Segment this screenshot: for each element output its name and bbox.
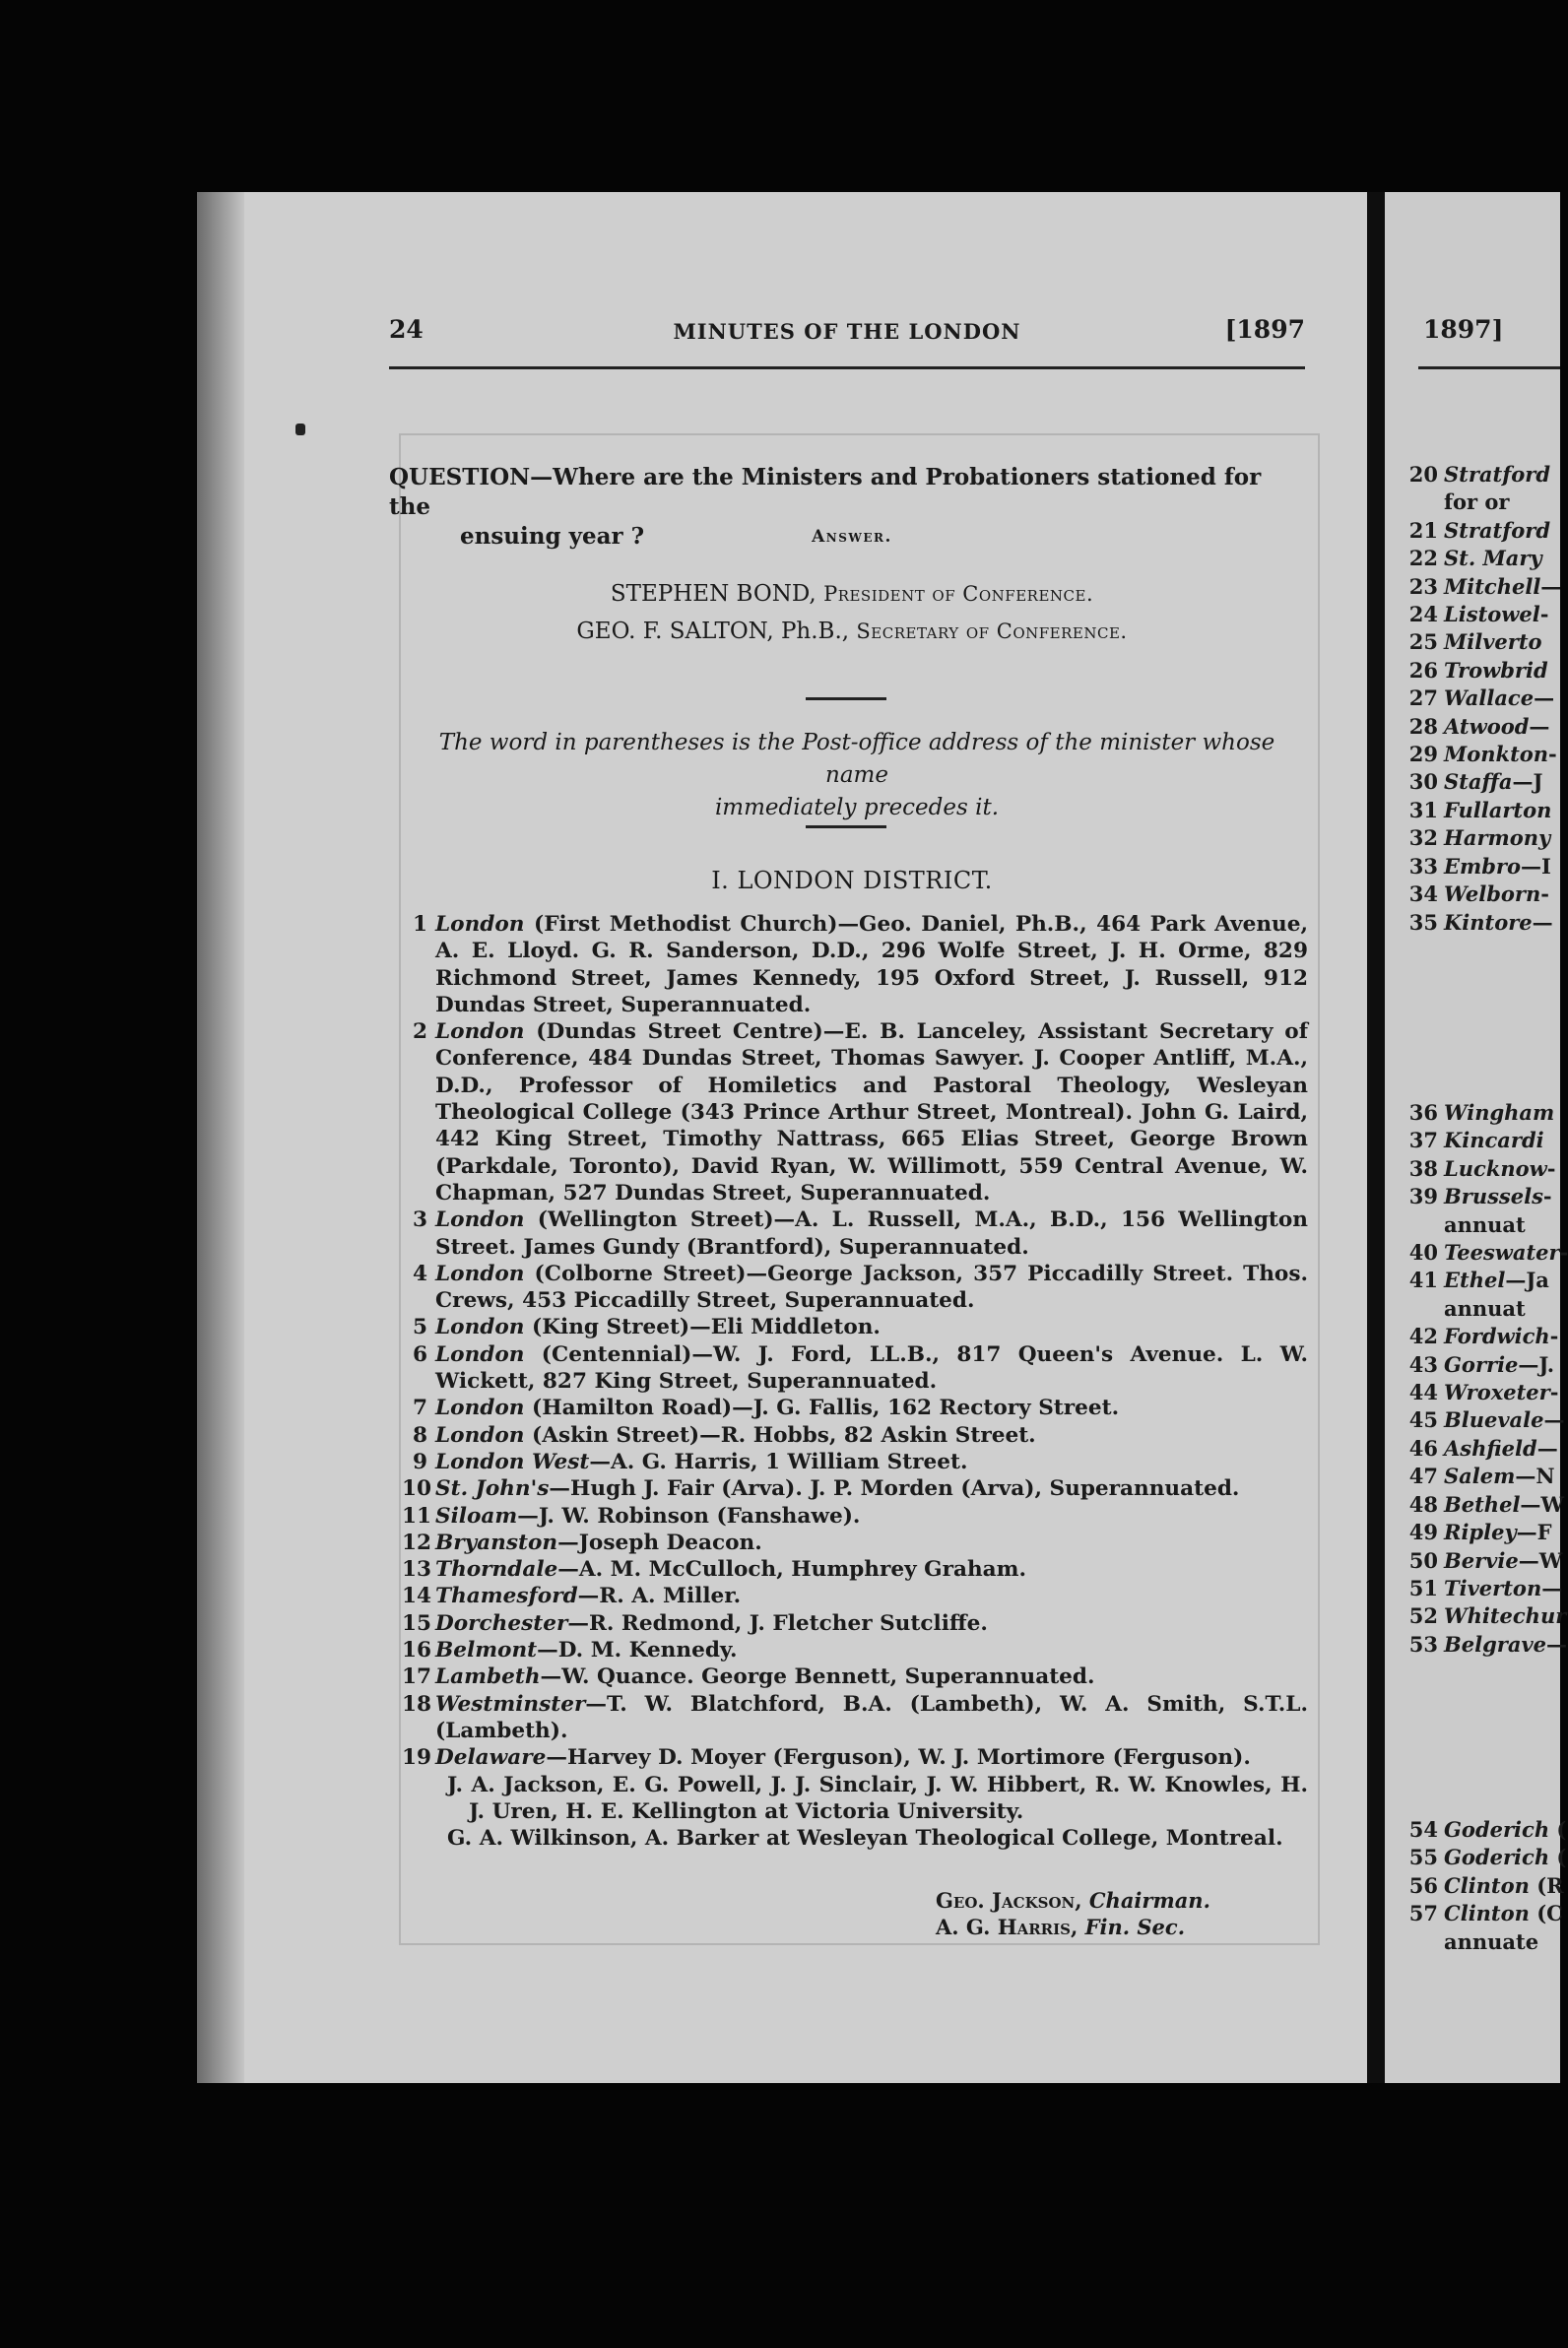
- ink-mark: [295, 424, 305, 435]
- station-entry: [402, 1530, 1308, 1556]
- station-place: Belmont: [435, 1638, 538, 1663]
- president-role: President of Conference.: [823, 582, 1094, 606]
- facing-item-place: Wroxeter: [1444, 1380, 1550, 1405]
- station-ministers: —A. G. Harris, 1 William Street.: [589, 1449, 968, 1474]
- facing-item-rest: -: [1559, 1240, 1568, 1266]
- station-place: Westminster: [435, 1691, 586, 1717]
- station-entry: [402, 1744, 1308, 1771]
- station-number: 2: [412, 1019, 427, 1045]
- facing-item-place: Ethel: [1444, 1268, 1506, 1293]
- facing-item-rest: —N: [1515, 1464, 1555, 1489]
- facing-item-place: Clinton: [1444, 1872, 1530, 1898]
- facing-item-number: 43: [1408, 1351, 1438, 1377]
- facing-list-item: [1397, 1267, 1568, 1294]
- station-ministers: —Joseph Deacon.: [557, 1530, 762, 1555]
- facing-item-rest: -: [1540, 881, 1549, 907]
- station-ministers: (Dundas Street Centre)—E. B. Lanceley, Assistant Secretary of Conference, 484 Dundas Street, Thomas Sawyer. J. Cooper Antliff, M.A., D.D., Professor of Homiletics and Pastoral Theology, Wesleyan Theological College (343 Prince Arthur Street, Montreal). John G. Laird, 442 King Street, Timothy Nattrass, 665 Elias Street, George Brown (Parkdale, Toronto), David Ryan, W. Willimott, 559 Central Avenue, W. Chapman, 527 Dundas Street, Superannuated.: [435, 1019, 1308, 1206]
- facing-item-place: Wallace: [1444, 685, 1535, 711]
- station-number: 18: [402, 1691, 432, 1717]
- station-entry: [402, 1610, 1308, 1637]
- facing-item-number: 40: [1408, 1240, 1438, 1266]
- station-place: St. John's: [435, 1476, 550, 1502]
- book-gutter: [1367, 192, 1385, 2083]
- district-title: I. LONDON DISTRICT.: [711, 867, 993, 894]
- station-entry: [402, 1018, 1308, 1207]
- facing-item-number: 27: [1408, 685, 1438, 711]
- facing-item-place: Trowbrid: [1444, 657, 1548, 683]
- facing-item-number: 42: [1408, 1324, 1438, 1349]
- station-number: 7: [412, 1396, 427, 1421]
- facing-list-item: [1397, 628, 1561, 656]
- station-ministers: —T. W. Blatchford, B.A. (Lambeth), W. A. Smith, S.T.L. (Lambeth).: [435, 1691, 1308, 1743]
- facing-item-rest: -: [1548, 742, 1557, 767]
- station-place: Lambeth: [435, 1664, 541, 1690]
- section-rule-1: [806, 697, 886, 700]
- facing-item-rest: (: [1549, 1845, 1567, 1870]
- facing-list-item: [1397, 657, 1561, 685]
- facing-item-place: Kintore: [1444, 909, 1533, 935]
- facing-item-number: 26: [1408, 657, 1438, 683]
- station-ministers: —Harvey D. Moyer (Ferguson), W. J. Mortimore (Ferguson).: [546, 1745, 1251, 1771]
- facing-list-item: [1397, 1900, 1566, 1927]
- secretary-line: [394, 619, 1310, 644]
- facing-item-number: 47: [1408, 1464, 1438, 1489]
- fin-sec-name: A. G. Harris,: [936, 1915, 1078, 1939]
- facing-item-rest: —Ja: [1505, 1268, 1549, 1293]
- facing-list-item: [1397, 1099, 1568, 1127]
- question-line-1: QUESTION—Where are the Ministers and Probationers stationed for the: [389, 464, 1262, 520]
- facing-item-place: Whitechur: [1444, 1603, 1567, 1629]
- page-binding-edge: [197, 192, 244, 2083]
- station-ministers: —Hugh J. Fair (Arva). J. P. Morden (Arva), Superannuated.: [549, 1476, 1240, 1502]
- facing-list-item: [1397, 601, 1561, 628]
- secretary-name: GEO. F. SALTON, Ph.B.,: [576, 619, 850, 644]
- facing-list-item: [1397, 1351, 1568, 1379]
- president-line: [394, 581, 1310, 607]
- station-ministers: (Hamilton Road)—J. G. Fallis, 162 Rectory Street.: [524, 1396, 1120, 1421]
- station-place: Siloam: [435, 1503, 518, 1529]
- facing-item-place: Ashfield: [1444, 1435, 1537, 1461]
- facing-item-number: 37: [1408, 1128, 1438, 1153]
- facing-item-number: 55: [1408, 1845, 1438, 1870]
- running-header: [389, 315, 1305, 353]
- facing-item-rest: -: [1542, 1184, 1552, 1209]
- facing-list-item: [1397, 824, 1561, 852]
- facing-item-place: Milverto: [1444, 629, 1542, 655]
- station-place: London: [435, 1315, 525, 1340]
- facing-list-item: [1397, 1547, 1568, 1575]
- facing-list-item: [1397, 1816, 1566, 1844]
- note-line-1: The word in parentheses is the Post-office address of the minister whose name: [438, 730, 1275, 788]
- facing-item-place: Gorrie: [1444, 1351, 1519, 1377]
- facing-item-place: Salem: [1444, 1464, 1516, 1489]
- facing-item-place: Atwood: [1444, 713, 1530, 739]
- facing-item-number: 32: [1408, 825, 1438, 851]
- facing-item-number: 56: [1408, 1872, 1438, 1898]
- facing-item-rest: annuate: [1444, 1928, 1539, 1954]
- facing-item-rest: -: [1549, 1324, 1559, 1349]
- page-number: 24: [389, 315, 424, 344]
- station-number: 3: [412, 1207, 427, 1233]
- station-entry: [402, 1261, 1308, 1315]
- station-ministers: (Wellington Street)—A. L. Russell, M.A., B.D., 156 Wellington Street. James Gundy (Brantford), Superannuated.: [435, 1207, 1308, 1260]
- header-rule: [389, 366, 1305, 369]
- facing-item-number: 50: [1408, 1547, 1438, 1573]
- station-ministers: (First Methodist Church)—Geo. Daniel, Ph.B., 464 Park Avenue, A. E. Lloyd. G. R. Sanderson, D.D., 296 Wolfe Street, J. H. Orme, 829 Richmond Street, James Kennedy, 195 Oxford Street, J. Russell, 912 Dundas Street, Superannuated.: [435, 912, 1308, 1017]
- facing-item-number: 30: [1408, 769, 1438, 795]
- station-place: London: [435, 1341, 525, 1367]
- facing-item-number: 34: [1408, 881, 1438, 907]
- header-year: [1897: [1224, 315, 1305, 344]
- station-place: London: [435, 912, 525, 937]
- facing-list-item: [1397, 1211, 1568, 1239]
- facing-item-place: Embro: [1444, 853, 1521, 879]
- facing-item-place: Bluevale: [1444, 1407, 1544, 1433]
- facing-item-rest: (: [1549, 1817, 1567, 1842]
- facing-item-number: 44: [1408, 1380, 1438, 1405]
- facing-list-item: [1397, 1295, 1568, 1323]
- facing-list-item: [1397, 489, 1561, 516]
- facing-item-number: 51: [1408, 1575, 1438, 1600]
- station-number: 5: [412, 1315, 427, 1340]
- facing-list-item: [1397, 713, 1561, 741]
- facing-item-number: 23: [1408, 573, 1438, 599]
- university-students-note: G. A. Wilkinson, A. Barker at Wesleyan Theological College, Montreal.: [447, 1826, 1283, 1852]
- station-number: 17: [402, 1664, 432, 1690]
- station-ministers: —D. M. Kennedy.: [537, 1638, 738, 1663]
- facing-item-rest: —: [1543, 1407, 1565, 1433]
- facing-list-item: [1397, 1239, 1568, 1267]
- facing-item-rest: —W: [1520, 1491, 1565, 1517]
- answer-label: Answer.: [812, 527, 892, 547]
- facing-item-place: Harmony: [1444, 825, 1551, 851]
- facing-list-item: [1397, 1602, 1568, 1630]
- facing-item-number: 35: [1408, 909, 1438, 935]
- facing-item-number: 36: [1408, 1100, 1438, 1125]
- station-entry: [402, 1207, 1308, 1261]
- facing-item-number: 54: [1408, 1817, 1438, 1842]
- facing-item-rest: —: [1529, 713, 1550, 739]
- facing-item-number: 46: [1408, 1435, 1438, 1461]
- station-number: 8: [412, 1422, 427, 1448]
- facing-list-item: [1397, 1491, 1568, 1519]
- station-ministers: —R. A. Miller.: [577, 1584, 742, 1609]
- facing-item-number: 25: [1408, 629, 1438, 655]
- facing-item-place: Bervie: [1444, 1547, 1519, 1573]
- station-entry: [402, 1422, 1308, 1449]
- facing-item-place: Stratford: [1444, 517, 1551, 543]
- facing-item-place: Lucknow: [1444, 1155, 1547, 1181]
- station-number: 16: [402, 1638, 432, 1663]
- station-entry: [402, 1341, 1308, 1396]
- facing-list-item: [1397, 573, 1561, 601]
- facing-item-place: Teeswater: [1444, 1240, 1560, 1266]
- station-number: 1: [412, 912, 427, 937]
- facing-list-item: [1397, 1463, 1568, 1490]
- station-ministers: —W. Quance. George Bennett, Superannuated.: [540, 1664, 1095, 1690]
- station-ministers: —A. M. McCulloch, Humphrey Graham.: [557, 1557, 1027, 1583]
- facing-list-2: [1397, 1099, 1568, 1659]
- facing-list-1: [1397, 461, 1561, 937]
- station-number: 10: [402, 1476, 432, 1502]
- facing-item-rest: —: [1546, 1631, 1568, 1657]
- station-entry: [402, 1583, 1308, 1609]
- facing-item-place: Brussels: [1444, 1184, 1543, 1209]
- facing-item-place: Tiverton: [1444, 1575, 1542, 1600]
- facing-item-number: 29: [1408, 742, 1438, 767]
- note-line-2: immediately precedes it.: [714, 795, 1000, 820]
- station-ministers: (King Street)—Eli Middleton.: [524, 1315, 881, 1340]
- station-ministers: —R. Redmond, J. Fletcher Sutcliffe.: [567, 1610, 988, 1636]
- facing-item-place: Monkton: [1444, 742, 1549, 767]
- station-number: 9: [412, 1449, 427, 1474]
- facing-item-number: 53: [1408, 1631, 1438, 1657]
- station-place: London: [435, 1261, 525, 1286]
- station-entry: [402, 1503, 1308, 1530]
- facing-item-rest: annuat: [1444, 1211, 1526, 1237]
- facing-item-rest: —: [1541, 1575, 1563, 1600]
- station-place: London: [435, 1019, 525, 1045]
- facing-item-rest: (C: [1529, 1901, 1563, 1926]
- facing-list-item: [1397, 741, 1561, 768]
- station-ministers: —J. W. Robinson (Fanshawe).: [517, 1503, 861, 1529]
- facing-item-rest: (R: [1529, 1872, 1564, 1898]
- station-place: London: [435, 1207, 525, 1233]
- facing-item-number: 22: [1408, 546, 1438, 571]
- facing-list-item: [1397, 1435, 1568, 1463]
- facing-item-place: Fullarton: [1444, 797, 1552, 822]
- facing-item-place: Kincardi: [1444, 1128, 1544, 1153]
- facing-item-number: 45: [1408, 1407, 1438, 1433]
- facing-list-item: [1397, 1928, 1566, 1956]
- facing-list-item: [1397, 461, 1561, 489]
- station-entry: [402, 1449, 1308, 1475]
- facing-list-item: [1397, 1519, 1568, 1546]
- chairman-name: Geo. Jackson,: [936, 1888, 1082, 1913]
- facing-item-place: Belgrave: [1444, 1631, 1547, 1657]
- facing-item-rest: —: [1532, 909, 1553, 935]
- facing-item-place: Clinton: [1444, 1901, 1530, 1926]
- station-entry: [402, 1556, 1308, 1583]
- facing-item-rest: for or: [1444, 489, 1510, 515]
- facing-item-number: 49: [1408, 1520, 1438, 1545]
- facing-item-place: Wingham: [1444, 1100, 1555, 1125]
- station-place: London West: [435, 1449, 590, 1474]
- facing-list-item: [1397, 1844, 1566, 1871]
- chairman-role: Chairman.: [1088, 1888, 1210, 1913]
- station-place: Thamesford: [435, 1584, 578, 1609]
- station-entry: [402, 911, 1308, 1018]
- facing-item-number: 31: [1408, 797, 1438, 822]
- running-title: MINUTES OF THE LONDON: [673, 319, 1021, 344]
- facing-list-3: [1397, 1816, 1566, 1956]
- facing-list-item: [1397, 1406, 1568, 1434]
- station-place: Thorndale: [435, 1557, 558, 1583]
- facing-item-rest: —: [1536, 1435, 1558, 1461]
- facing-list-item: [1397, 1631, 1568, 1659]
- facing-item-rest: —I: [1520, 853, 1551, 879]
- facing-item-number: 39: [1408, 1184, 1438, 1209]
- station-number: 19: [402, 1745, 432, 1771]
- station-ministers: (Askin Street)—R. Hobbs, 82 Askin Street.: [524, 1422, 1036, 1448]
- station-list: [402, 911, 1308, 1852]
- facing-list-item: [1397, 768, 1561, 796]
- station-number: 13: [402, 1557, 432, 1583]
- station-entry: [402, 1475, 1308, 1502]
- facing-item-place: Bethel: [1444, 1491, 1521, 1517]
- facing-list-item: [1397, 797, 1561, 824]
- facing-item-place: Goderich: [1444, 1817, 1550, 1842]
- facing-item-rest: -: [1539, 602, 1549, 627]
- station-place: London: [435, 1396, 525, 1421]
- station-ministers: (Colborne Street)—George Jackson, 357 Piccadilly Street. Thos. Crews, 453 Piccadilly Street, Superannuated.: [435, 1261, 1308, 1314]
- facing-item-number: 33: [1408, 853, 1438, 879]
- station-number: 15: [402, 1610, 432, 1636]
- facing-item-number: 52: [1408, 1603, 1438, 1629]
- station-entry: [402, 1663, 1308, 1690]
- postoffice-note: [414, 727, 1300, 824]
- signature-chairman: [936, 1887, 1310, 1914]
- facing-item-number: 21: [1408, 517, 1438, 543]
- station-place: Delaware: [435, 1745, 547, 1771]
- facing-list-item: [1397, 880, 1561, 908]
- question-line-2: ensuing year ?: [460, 523, 645, 550]
- facing-list-item: [1397, 1575, 1568, 1602]
- secretary-role: Secretary of Conference.: [856, 620, 1128, 643]
- facing-item-number: 20: [1408, 462, 1438, 487]
- facing-list-item: [1397, 685, 1561, 712]
- facing-list-item: [1397, 1183, 1568, 1210]
- president-name: STEPHEN BOND,: [610, 581, 817, 607]
- facing-header-rule: [1418, 366, 1560, 369]
- station-number: 4: [412, 1261, 427, 1286]
- facing-item-rest: -: [1549, 1380, 1559, 1405]
- facing-item-number: 57: [1408, 1901, 1438, 1926]
- facing-list-item: [1397, 1127, 1568, 1154]
- facing-item-rest: —: [1534, 685, 1555, 711]
- facing-header-year: 1897]: [1423, 315, 1504, 344]
- section-rule-2: [806, 825, 886, 828]
- facing-item-place: Goderich: [1444, 1845, 1550, 1870]
- facing-item-rest: —J: [1512, 769, 1543, 795]
- facing-item-place: Stratford: [1444, 462, 1551, 487]
- facing-item-place: Welborn: [1444, 881, 1541, 907]
- facing-item-rest: annuat: [1444, 1295, 1526, 1321]
- facing-item-number: 24: [1408, 602, 1438, 627]
- facing-item-place: Fordwich: [1444, 1324, 1550, 1349]
- facing-item-number: 41: [1408, 1268, 1438, 1293]
- facing-item-rest: —: [1540, 573, 1562, 599]
- station-entry: [402, 1395, 1308, 1421]
- station-ministers: (Centennial)—W. J. Ford, LL.B., 817 Queen's Avenue. L. W. Wickett, 827 King Street, Superannuated.: [435, 1341, 1308, 1395]
- facing-list-item: [1397, 909, 1561, 937]
- station-entry: [402, 1637, 1308, 1663]
- facing-item-rest: —J.: [1518, 1351, 1555, 1377]
- station-number: 11: [402, 1503, 432, 1529]
- station-place: Dorchester: [435, 1610, 568, 1636]
- facing-list-item: [1397, 1323, 1568, 1350]
- facing-item-number: 28: [1408, 713, 1438, 739]
- facing-item-number: 48: [1408, 1491, 1438, 1517]
- facing-list-item: [1397, 853, 1561, 880]
- university-students-note: J. A. Jackson, E. G. Powell, J. J. Sinclair, J. W. Hibbert, R. W. Knowles, H. J. Uren, H. E. Kellington at Victoria University.: [447, 1772, 1308, 1824]
- facing-item-number: 38: [1408, 1155, 1438, 1181]
- facing-item-rest: —F: [1516, 1520, 1552, 1545]
- facing-item-place: Staffa: [1444, 769, 1513, 795]
- facing-item-place: St. Mary: [1444, 546, 1542, 571]
- facing-list-item: [1397, 1379, 1568, 1406]
- facing-item-place: Listowel: [1444, 602, 1540, 627]
- facing-item-place: Ripley: [1444, 1520, 1517, 1545]
- facing-list-item: [1397, 1155, 1568, 1183]
- facing-list-item: [1397, 517, 1561, 545]
- facing-list-item: [1397, 1872, 1566, 1900]
- station-number: 14: [402, 1584, 432, 1609]
- station-entry: [402, 1314, 1308, 1340]
- facing-list-item: [1397, 545, 1561, 572]
- facing-item-rest: —W: [1518, 1547, 1563, 1573]
- station-place: Bryanston: [435, 1530, 558, 1555]
- signature-secretary: [936, 1914, 1310, 1940]
- station-entry: [402, 1691, 1308, 1745]
- station-number: 6: [412, 1341, 427, 1367]
- station-number: 12: [402, 1530, 432, 1555]
- station-place: London: [435, 1422, 525, 1448]
- fin-sec-role: Fin. Sec.: [1084, 1915, 1186, 1939]
- facing-item-place: Mitchell: [1444, 573, 1541, 599]
- facing-item-rest: -: [1546, 1155, 1556, 1181]
